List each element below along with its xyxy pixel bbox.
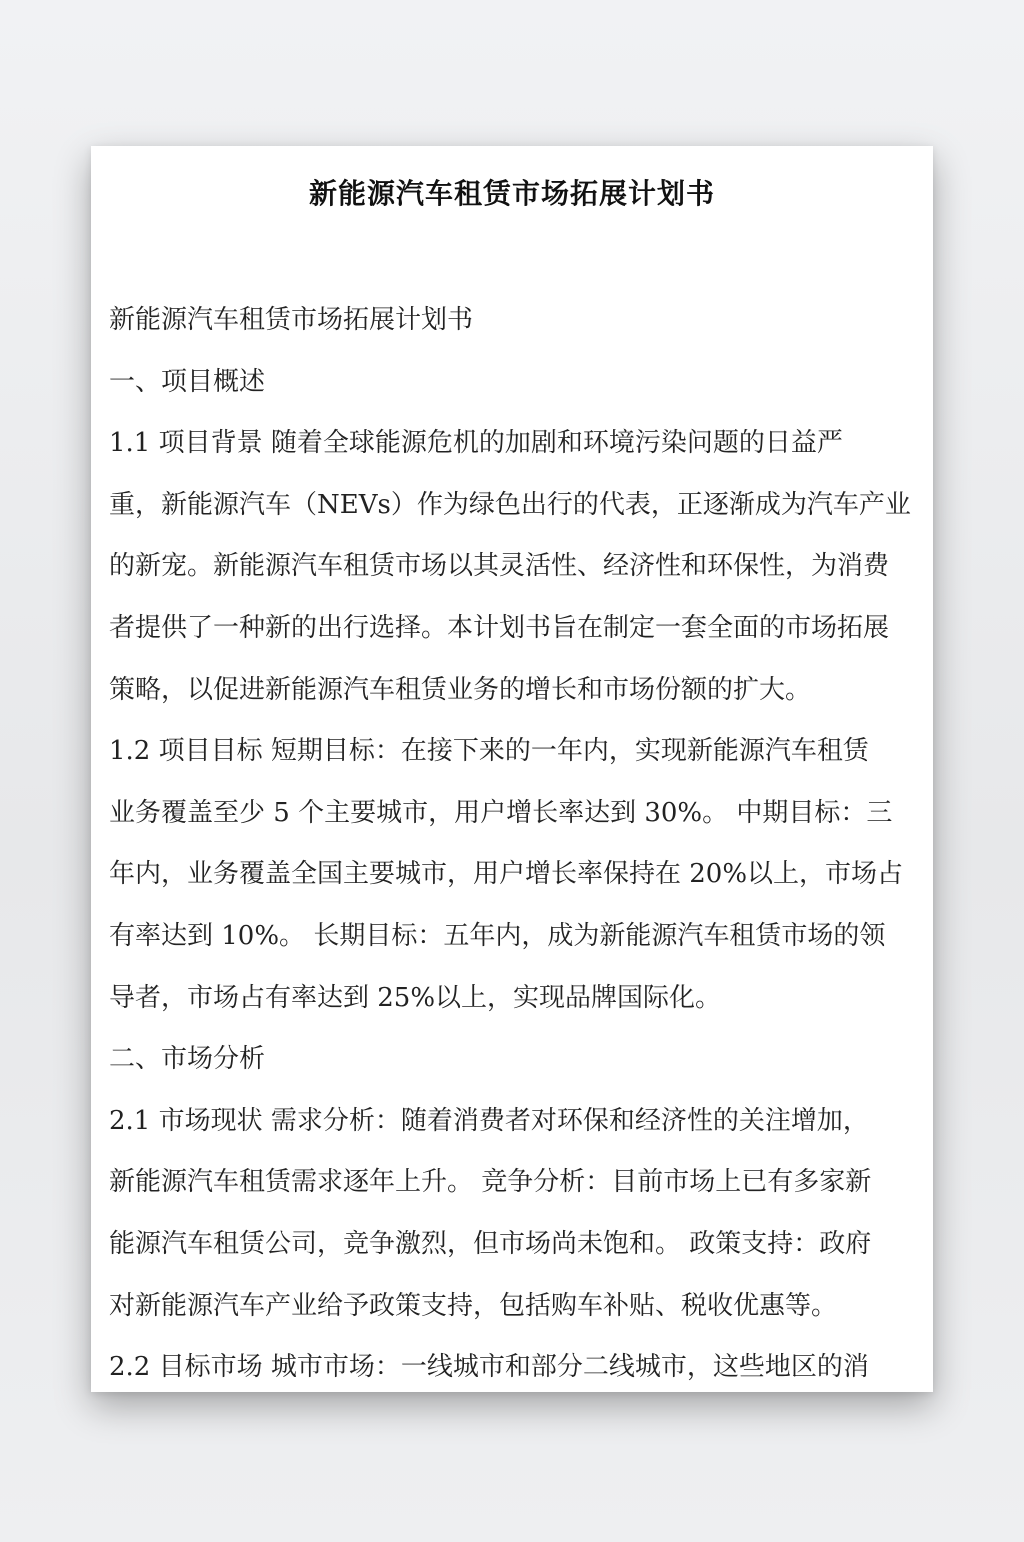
paragraph-line: 重，新能源汽车（NEVs）作为绿色出行的代表，正逐渐成为汽车产业	[109, 489, 911, 520]
document-title: 新能源汽车租赁市场拓展计划书	[308, 177, 715, 210]
paragraph-line: 2.1 市场现状 需求分析：随着消费者对环保和经济性的关注增加，	[109, 1105, 869, 1136]
document-page	[91, 146, 933, 1392]
paragraph-line: 者提供了一种新的出行选择。本计划书旨在制定一套全面的市场拓展	[109, 612, 890, 643]
paragraph-line: 策略，以促进新能源汽车租赁业务的增长和市场份额的扩大。	[109, 674, 812, 705]
paragraph-line: 1.2 项目目标 短期目标：在接下来的一年内，实现新能源汽车租赁	[109, 736, 869, 767]
paragraph-line: 新能源汽车租赁市场拓展计划书	[109, 305, 474, 335]
paragraph-line: 新能源汽车租赁需求逐年上升。 竞争分析：目前市场上已有多家新	[109, 1167, 872, 1198]
paragraph-line: 的新宠。新能源汽车租赁市场以其灵活性、经济性和环保性，为消费	[109, 551, 890, 582]
paragraph-line: 年内，业务覆盖全国主要城市，用户增长率保持在 20%以上，市场占	[109, 859, 904, 890]
paragraph-line: 业务覆盖至少 5 个主要城市，用户增长率达到 30%。 中期目标：三	[109, 797, 893, 828]
document-body	[109, 290, 933, 1392]
section-heading: 二、市场分析	[109, 1044, 266, 1075]
paragraph-line: 导者，市场占有率达到 25%以上，实现品牌国际化。	[109, 982, 722, 1013]
paragraph-line: 2.2 目标市场 城市市场：一线城市和部分二线城市，这些地区的消	[109, 1352, 869, 1383]
paragraph-line: 对新能源汽车产业给予政策支持，包括购车补贴、税收优惠等。	[109, 1290, 838, 1321]
paragraph-line: 1.1 项目背景 随着全球能源危机的加剧和环境污染问题的日益严	[109, 428, 843, 459]
paragraph-line: 有率达到 10%。 长期目标：五年内，成为新能源汽车租赁市场的领	[109, 920, 886, 951]
paragraph-line: 能源汽车租赁公司，竞争激烈，但市场尚未饱和。 政策支持：政府	[109, 1228, 872, 1259]
section-heading: 一、项目概述	[109, 366, 266, 397]
